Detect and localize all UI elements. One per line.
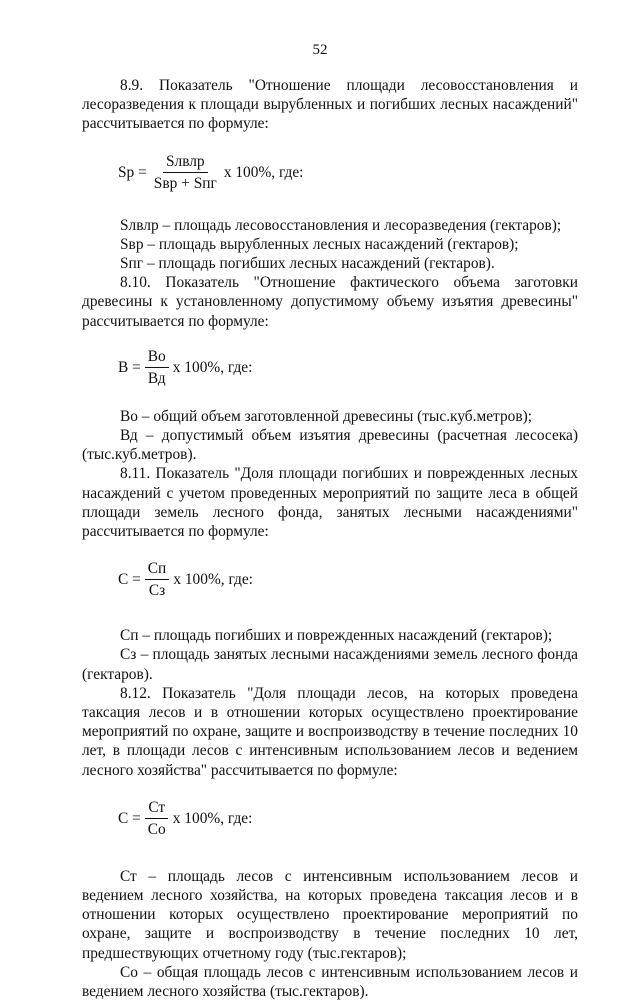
definition-sz: Сз – площадь занятых лесными насаждениями земель лесного фонда (гектаров). xyxy=(82,646,578,683)
formula-lhs: C = xyxy=(118,571,141,589)
formula-denominator: Вд xyxy=(147,369,166,387)
definition-spg: Sпг – площадь погибших лесных насаждений (гектаров). xyxy=(120,255,495,273)
formula-rhs: x 100%, где: xyxy=(173,571,253,589)
formula-c-st xyxy=(118,798,578,839)
definition-so: Со – общая площадь лесов с интенсивным использованием лесов и ведением лесного хозяйства (тыс.гектаров). xyxy=(82,963,578,1001)
formula-fraction xyxy=(145,798,169,839)
formula-fraction xyxy=(145,347,169,388)
definition-vo: Во – общий объем заготовленной древесины (тыс.куб.метров); xyxy=(120,407,533,425)
formula-numerator: Ст xyxy=(145,798,168,819)
formula-rhs: x 100%, где: xyxy=(223,163,304,181)
paragraph-8-12: 8.12. Показатель "Доля площади лесов, на которых проведена таксация лесов и в отношении которых осуществлено проектирование мероприятий по охране, защите и воспроизводству в течение последних 10 лет, в площади лесов с интенсивным использованием лесов и ведением лесного хозяйства" рассчитывается по формуле: xyxy=(82,684,578,779)
formula-denominator: Sвр + Sпг xyxy=(153,174,217,192)
document-body xyxy=(82,76,578,1001)
definition-sp: Сп – площадь погибших и поврежденных насаждений (гектаров); xyxy=(120,627,553,645)
formula-rhs: x 100%, где: xyxy=(172,809,253,827)
formula-b xyxy=(118,347,578,388)
formula-lhs: C = xyxy=(118,809,141,827)
paragraph-8-9: 8.9. Показатель "Отношение площади лесовосстановления и лесоразведения к площади вырубленных и погибших лесных насаждений" рассчитывается по формуле: xyxy=(82,77,578,133)
formula-fraction xyxy=(151,152,220,193)
paragraph-8-11: 8.11. Показатель "Доля площади погибших и поврежденных лесных насаждений с учетом проведенных мероприятий по защите леса в общей площади земель лесного фонда, занятых лесными насаждениями" рассчитывается по формуле: xyxy=(82,465,578,541)
definition-svr: Sвр – площадь вырубленных лесных насаждений (гектаров); xyxy=(120,235,519,253)
definition-st: Ст – площадь лесов с интенсивным использованием лесов и ведением лесного хозяйства, на которых проведена таксация лесов и в отношении которых осуществлено проектирование мероприятий по охране, защите и воспроизводству в течение последних 10 лет, предшествующих отчетному году (тыс.гектаров); xyxy=(82,867,578,962)
definition-slvlr: Sлвлр – площадь лесовосстановления и лесоразведения (гектаров); xyxy=(120,216,562,234)
definition-vd: Вд – допустимый объем изъятия древесины (расчетная лесосека) (тыс.куб.метров). xyxy=(82,427,578,464)
formula-sp xyxy=(118,152,578,193)
formula-c-sp xyxy=(118,559,578,600)
formula-denominator: Сз xyxy=(148,582,166,600)
formula-numerator: Сп xyxy=(145,559,170,580)
formula-rhs: x 100%, где: xyxy=(172,358,253,376)
paragraph-8-10: 8.10. Показатель "Отношение фактического объема заготовки древесины к установленному допустимому объему изъятия древесины" рассчитывается по формуле: xyxy=(82,274,578,330)
formula-numerator: Вo xyxy=(145,347,169,368)
formula-lhs: B = xyxy=(118,358,141,376)
formula-lhs: Sp = xyxy=(118,163,147,181)
formula-denominator: Со xyxy=(147,820,166,838)
formula-numerator: Sлвлр xyxy=(163,152,208,173)
formula-fraction xyxy=(145,559,170,600)
page-number: 52 xyxy=(312,42,328,58)
